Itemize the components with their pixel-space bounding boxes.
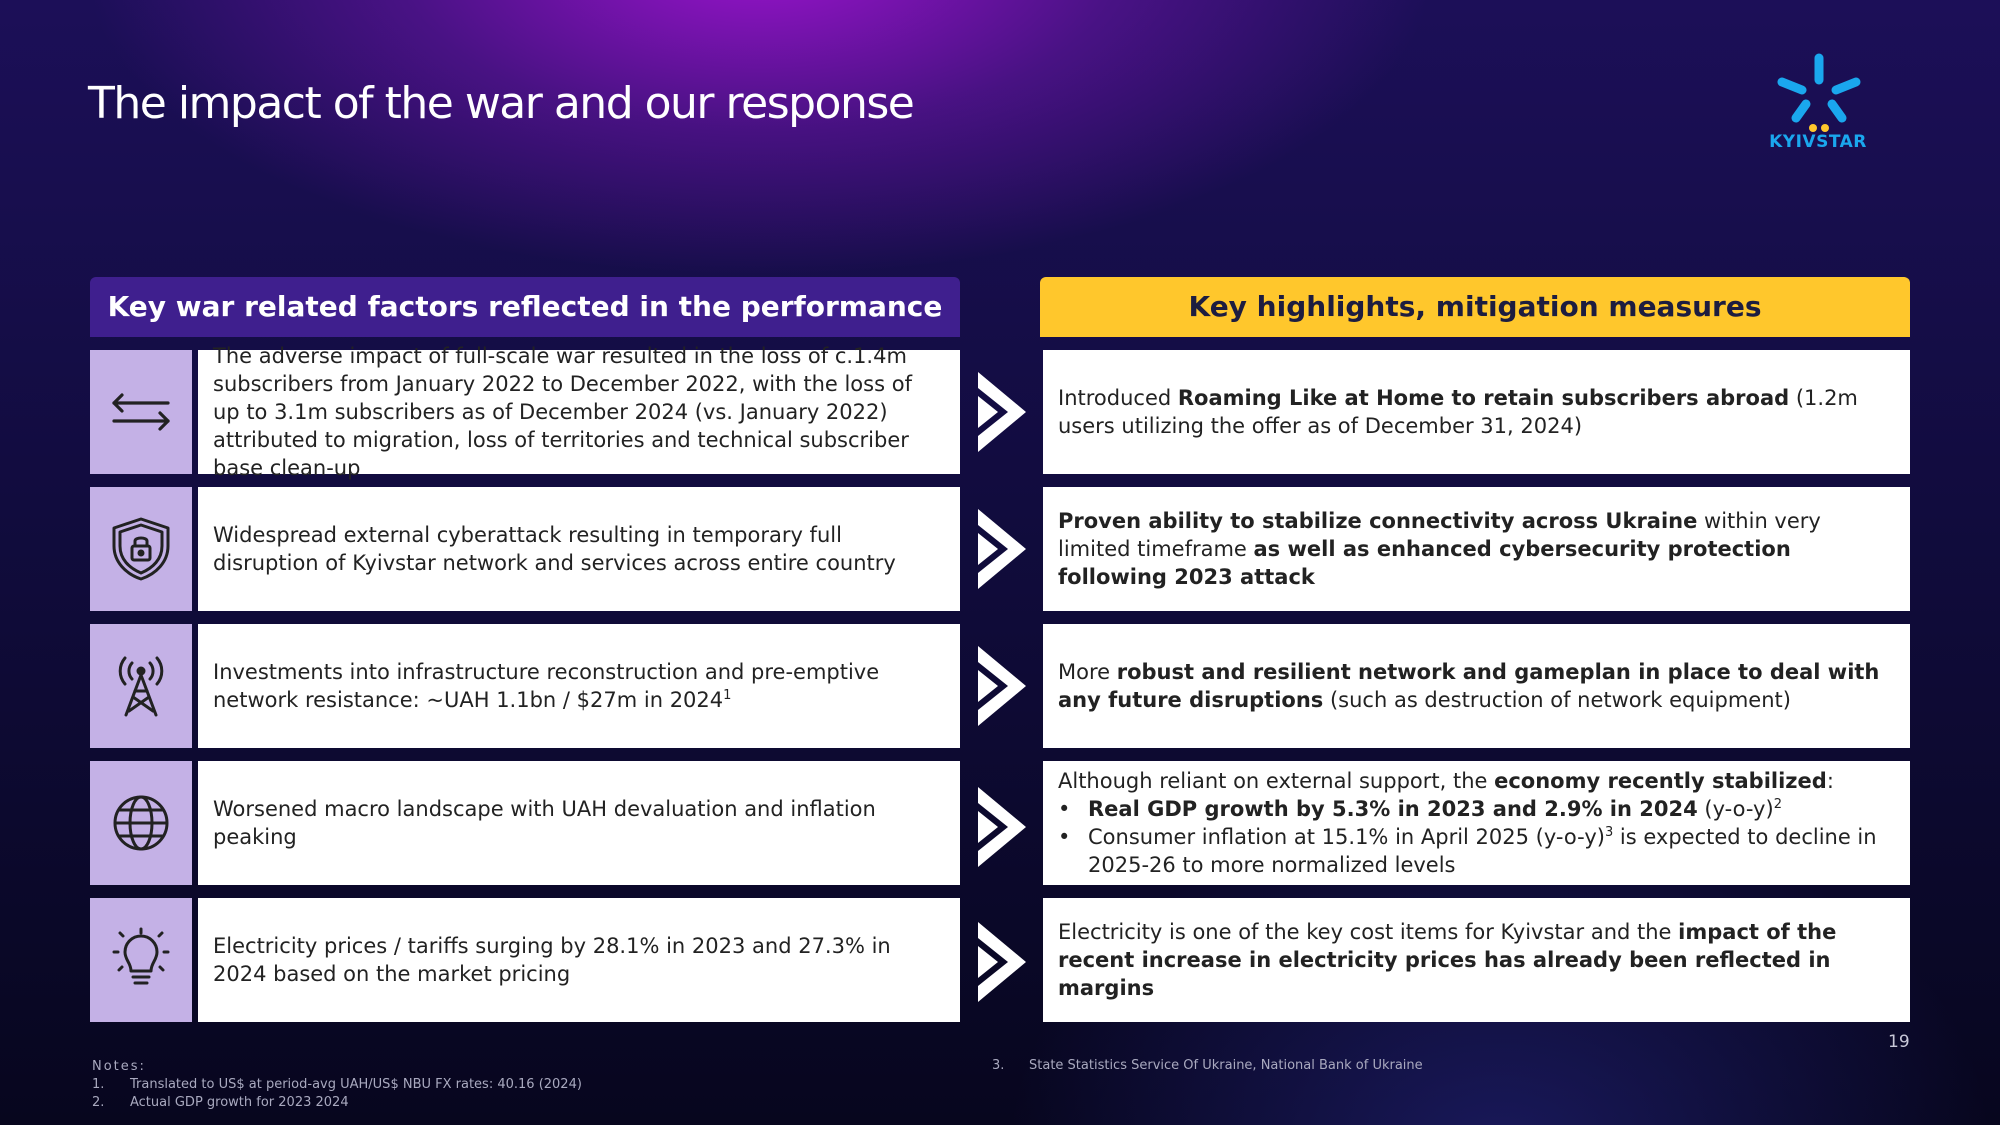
chevron-right-icon [976,507,1028,591]
footnote-item: 3. State Statistics Service Of Ukraine, National Bank of Ukraine [992,1058,1423,1073]
highlight-text-2: Proven ability to stabilize connectivity across Ukraine within very limited timeframe as well as enhanced cybersecurity protection following 2023 attack [1043,487,1910,611]
page-title: The impact of the war and our response [88,78,914,129]
bullet-item: • Real GDP growth by 5.3% in 2023 and 2.9% in 2024 $(y-o-y)^2$ [1058,797,1782,821]
chevron-right-icon [976,785,1028,869]
factor-text-4: Worsened macro landscape with UAH devaluation and inflation peaking [198,761,960,885]
shield-lock-icon-box [90,487,192,611]
cell-tower-icon-box [90,624,192,748]
shield-lock-icon [108,516,174,582]
factor-text-5: Electricity prices / tariffs surging by 28.1% in 2023 and 27.3% in 2024 based on the market pricing [198,898,960,1022]
lightbulb-icon [108,927,174,993]
right-column-header: Key highlights, mitigation measures [1040,277,1910,337]
transfer-arrows-icon [108,379,174,445]
transfer-arrows-icon-box [90,350,192,474]
notes-heading: Notes: [92,1059,146,1074]
highlight-text-5: Electricity is one of the key cost items for Kyivstar and the impact of the recent increase in electricity prices has already been reflected in margins [1043,898,1910,1022]
bullet-item: • Consumer inflation at 15.1% in April 2025 $(y-o-y)^3$ is expected to decline in 2025-26 to more normalized levels [1058,825,1877,877]
footnotes [92,1058,582,1112]
highlight-text-1: Introduced Roaming Like at Home to retain subscribers abroad (1.2m users utilizing the offer as of December 31, 2024) [1043,350,1910,474]
factor-text-3: Investments into infrastructure reconstruction and pre-emptive network resistance: ~UAH 1.1bn / $27m in 2024$^1$ [198,624,960,748]
globe-icon [108,790,174,856]
cell-tower-icon [108,653,174,719]
globe-icon-box [90,761,192,885]
left-column-header: Key war related factors reflected in the performance [90,277,960,337]
chevron-right-icon [976,920,1028,1004]
factor-text-1: The adverse impact of full-scale war resulted in the loss of c.1.4m subscribers from January 2022 to December 2022, with the loss of up to 3.1m subscribers as of December 2024 (vs. January 2022) attributed to migration, loss of territories and technical subscriber base clean-up [198,350,960,474]
highlight-text-3: More robust and resilient network and gameplan in place to deal with any future disruptions (such as destruction of network equipment) [1043,624,1910,748]
footnote-item: 1. Translated to US$ at period-avg UAH/US$ NBU FX rates: 40.16 (2024) [92,1077,582,1092]
chevron-right-icon [976,370,1028,454]
chevron-right-icon [976,644,1028,728]
page-number: 19 [1888,1032,1910,1052]
factor-text-2: Widespread external cyberattack resulting in temporary full disruption of Kyivstar network and services across entire country [198,487,960,611]
logo-text: KYIVSTAR [1769,132,1867,152]
lightbulb-icon-box [90,898,192,1022]
highlight-text-4: Although reliant on external support, the economy recently stabilized: • Real GDP growth by 5.3% in 2023 and 2.9% in 2024 $(y-o-y)^2$ • Consumer inflation at 15.1% in April 2025 $(y-o-y)^3$ is expected to decline in 2025-26 to more normalized levels [1043,761,1910,885]
footnote-item: 2. Actual GDP growth for 2023 2024 [92,1095,349,1110]
